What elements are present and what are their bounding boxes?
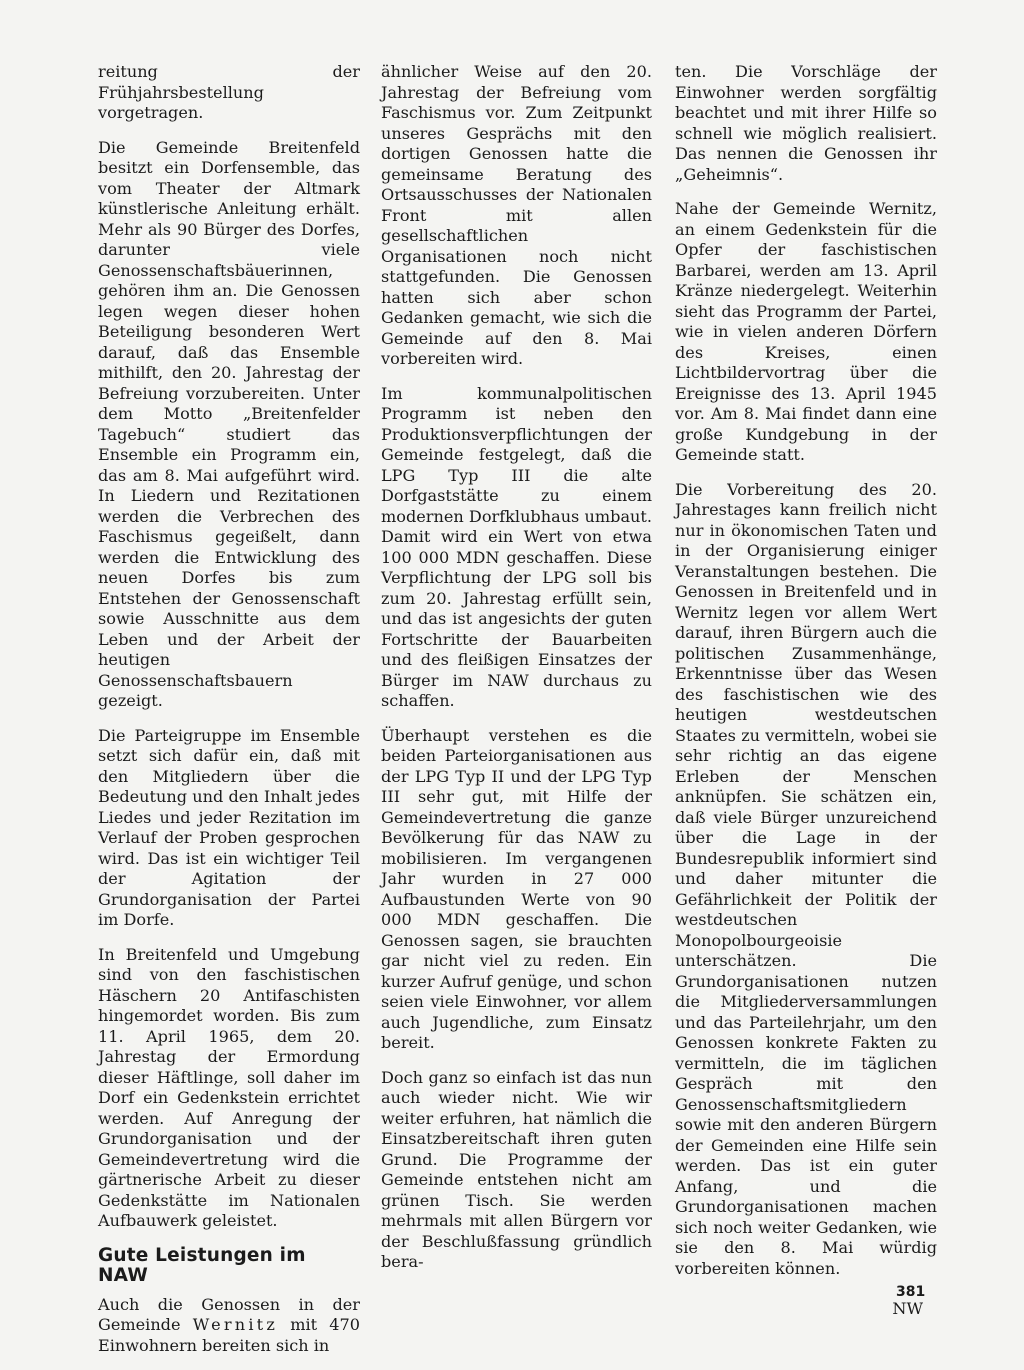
paragraph: reitung der Frühjahrsbestellung vorgetragen.: [98, 62, 360, 122]
page-number: 381: [896, 1284, 926, 1300]
paragraph: Die Gemeinde Breitenfeld besitzt ein Dorfensemble, das vom Theater der Altmark künstlerische Anleitung erhält. Mehr als 90 Bürger des Dorfes, darunter viele Genossenschaftsbäuerinnen, gehören ihm an. Die Genossen legen wegen dieser hohen Beteiligung besonderen Wert darauf, daß das Ensemble mithilft, den 20. Jahrestag der Befreiung vorzubereiten. Unter dem Motto „Breitenfelder Tagebuch“ studiert das Ensemble ein Programm ein, das am 8. Mai aufgeführt wird. In Liedern und Rezitationen werden die Verbrechen des Faschismus gegeißelt, dann werden die Entwicklung des neuen Dorfes bis zum Entstehen der Genossenschaft sowie Ausschnitte aus dem Leben und der Arbeit der heutigen Genossenschaftsbauern gezeigt.: [98, 137, 360, 710]
paragraph: Überhaupt verstehen es die beiden Parteiorganisationen aus der LPG Typ II und der LPG Typ III sehr gut, mit Hilfe der Gemeindevertretung die ganze Bevölkerung für das NAW zu mobilisieren. Im vergangenen Jahr wurden in 27 000 Aufbaustunden Werte von 90 000 MDN geschaffen. Die Genossen sagen, sie brauchten gar nicht viel zu reden. Ein kurzer Aufruf genüge, und schon seien viele Einwohner, vor allem auch Jugendliche, zum Einsatz bereit.: [381, 725, 652, 1052]
text-column-2: [381, 62, 652, 1287]
author-signature: NW: [892, 1299, 923, 1318]
paragraph: Doch ganz so einfach ist das nun auch wieder nicht. Wie wir weiter erfuhren, hat nämlich die Einsatzbereitschaft ihren guten Grund. Die Programme der Gemeinde entstehen nicht am grünen Tisch. Sie werden mehrmals mit allen Bürgern vor der Beschlußfassung gründlich bera-: [381, 1067, 652, 1271]
paragraph-text: mit 470 Einwohnern bereiten sich in: [98, 1315, 360, 1355]
paragraph: ähnlicher Weise auf den 20. Jahrestag der Befreiung vom Faschismus vor. Zum Zeitpunkt unseres Gesprächs mit den dortigen Genossen hatte die gemeinsame Beratung des Ortsausschusses der Nationalen Front mit allen gesellschaftlichen Organisationen noch nicht stattgefunden. Die Genossen hatten sich aber schon Gedanken gemacht, wie sich die Gemeinde auf den 8. Mai vorbereiten wird.: [381, 62, 652, 368]
text-column-1: [98, 62, 360, 1370]
paragraph: Die Parteigruppe im Ensemble setzt sich dafür ein, daß mit den Mitgliedern über die Bedeutung und den Inhalt jedes Liedes und jeder Rezitation im Verlauf der Proben gesprochen wird. Das ist ein wichtiger Teil der Agitation der Grundorganisation der Partei im Dorfe.: [98, 725, 360, 929]
paragraph: Nahe der Gemeinde Wernitz, an einem Gedenkstein für die Opfer der faschistischen Barbarei, werden am 13. April Kränze niedergelegt. Weiterhin sieht das Programm der Partei, wie in vielen anderen Dörfern des Kreises, einen Lichtbildervortrag über die Ereignisse des 13. April 1945 vor. Am 8. Mai findet dann eine große Kundgebung in der Gemeinde statt.: [675, 199, 937, 464]
paragraph-text: Auch die Genossen in der Gemeinde: [98, 1294, 360, 1334]
text-column-3: [675, 62, 937, 1334]
paragraph: Im kommunalpolitischen Programm ist neben den Produktionsverpflichtungen der Gemeinde festgelegt, daß die LPG Typ III die alte Dorfgaststätte zu einem modernen Dorfklubhaus umbaut. Damit wird ein Wert von etwa 100 000 MDN geschaffen. Diese Verpflichtung der LPG soll bis zum 20. Jahrestag erfüllt sein, und das ist angesichts der guten Fortschritte der Bauarbeiten und des fleißigen Einsatzes der Bürger im NAW durchaus zu schaffen.: [381, 383, 652, 710]
paragraph: ten. Die Vorschläge der Einwohner werden sorgfältig beachtet und mit ihrer Hilfe so schnell wie möglich realisiert. Das nennen die Genossen ihr „Geheimnis“.: [675, 62, 937, 184]
paragraph: Die Vorbereitung des 20. Jahrestages kann freilich nicht nur in ökonomischen Taten und in der Organisierung einiger Veranstaltungen bestehen. Die Genossen in Breitenfeld und in Wernitz legen vor allem Wert darauf, ihren Bürgern auch die politischen Zusammenhänge, Erkenntnisse über das Wesen des faschistischen wie des heutigen westdeutschen Staates zu vermitteln, wobei sie sehr richtig an das eigene Erleben der Menschen anknüpfen. Sie schätzen ein, daß viele Bürger unzureichend über die Lage in der Bundesrepublik informiert sind und daher mitunter die Gefährlichkeit der Politik der westdeutschen Monopolbourgeoisie unterschätzen. Die Grundorganisationen nutzen die Mitgliederversammlungen und das Parteilehrjahr, um den Genossen konkrete Fakten zu vermitteln, die im täglichen Gespräch mit den Genossenschaftsmitgliedern sowie mit den anderen Bürgern der Gemeinden eine Hilfe sein werden. Das ist ein guter Anfang, und die Grundorganisationen machen sich noch weiter Gedanken, wie sie den 8. Mai würdig vorbereiten können.: [675, 479, 937, 1278]
paragraph: [98, 1295, 360, 1357]
paragraph: In Breitenfeld und Umgebung sind von den faschistischen Häschern 20 Antifaschisten hingemordet worden. Bis zum 11. April 1965, dem 20. Jahrestag der Ermordung dieser Häftlinge, soll daher im Dorf ein Gedenkstein errichtet werden. Auf Anregung der Grundorganisation und der Gemeindevertretung wird die gärtnerische Arbeit zu dieser Gedenkstätte im Nationalen Aufbauwerk geleistet.: [98, 944, 360, 1230]
place-name-spaced: Wernitz: [192, 1315, 279, 1334]
section-heading: Gute Leistungen im NAW: [98, 1244, 306, 1286]
